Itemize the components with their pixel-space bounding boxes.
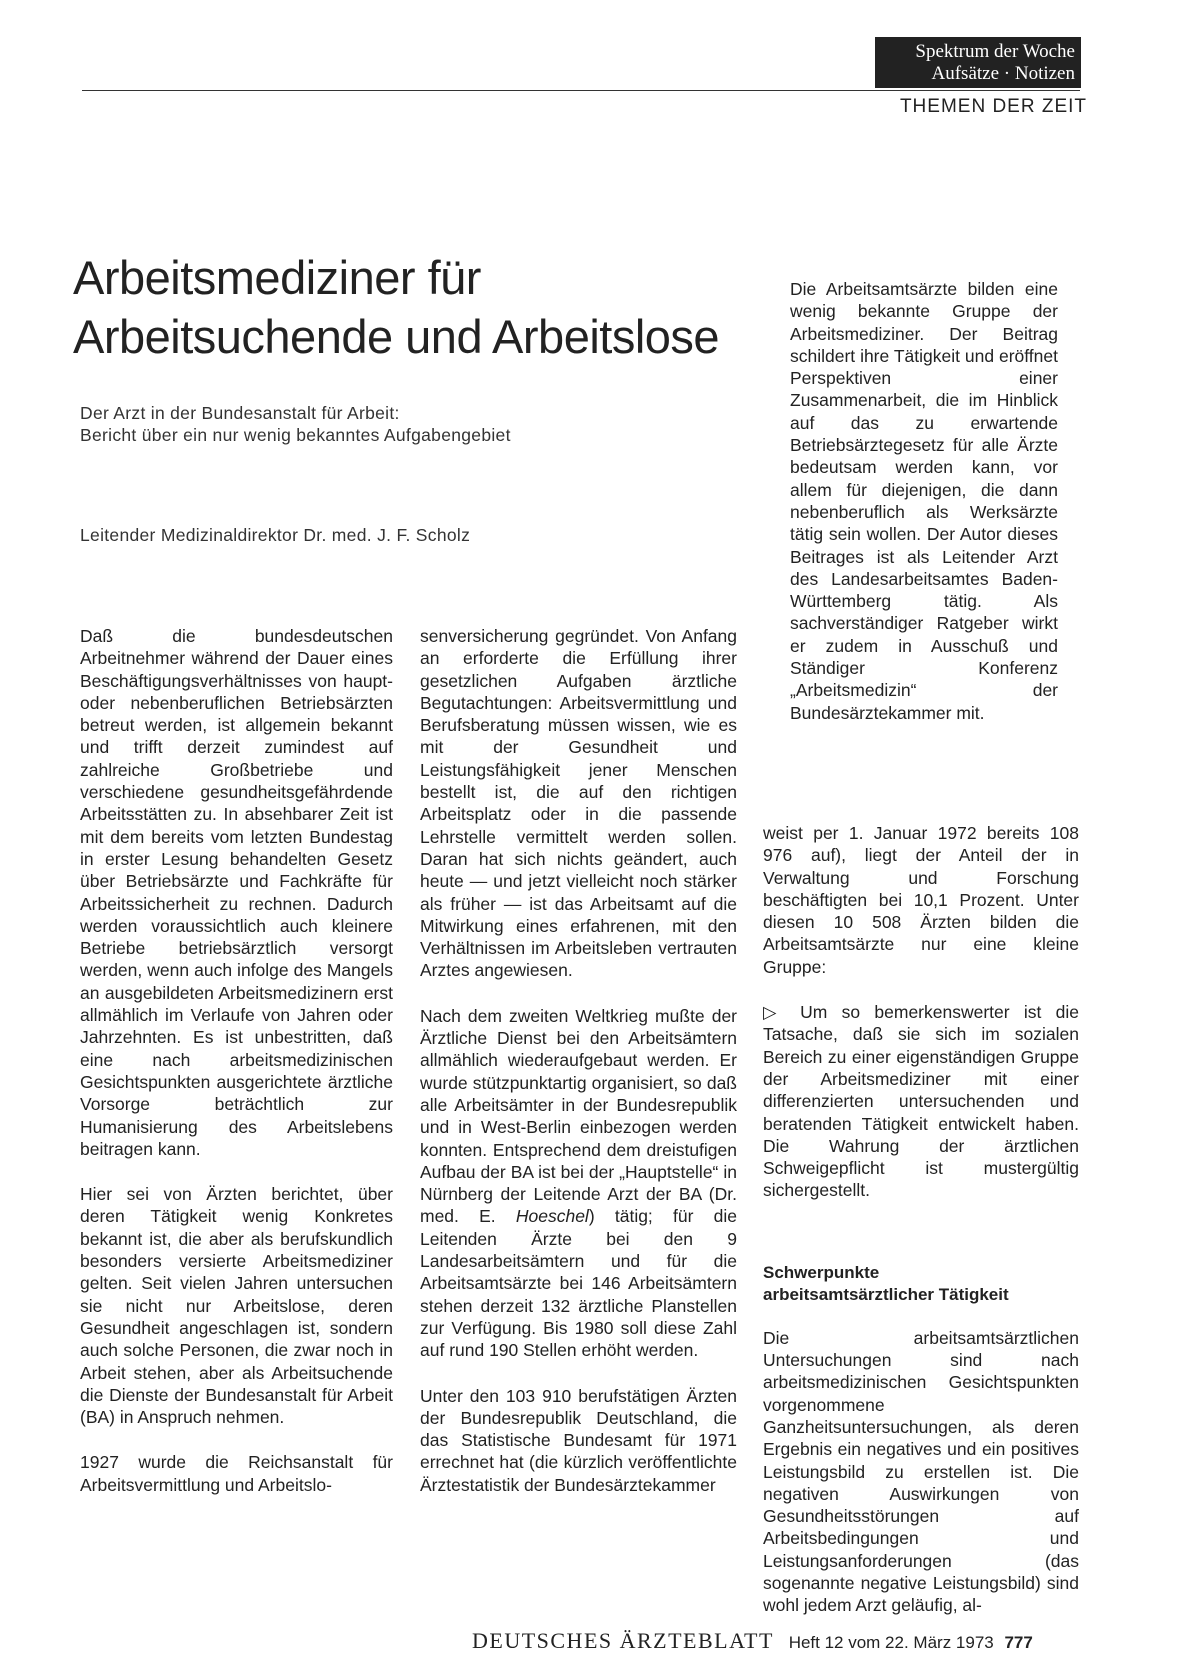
- header-rule: [82, 90, 1080, 91]
- heading-line-1: Schwerpunkte: [763, 1262, 880, 1282]
- heading-line-2: arbeitsamtsärztlicher Tätigkeit: [763, 1284, 1009, 1304]
- article-author: Leitender Medizinaldirektor Dr. med. J. F. Scholz: [80, 525, 471, 545]
- subtitle-line-2: Bericht über ein nur wenig bekanntes Aufgabengebiet: [80, 425, 511, 445]
- paragraph: senversicherung gegründet. Von Anfang an erforderte die Erfüllung ihrer gesetzlichen Aufgaben ärztliche Begutachtungen: Arbeitsvermittlung und Berufsberatung müssen wissen, wie es mit der Gesundheit und Leistungsfähigkeit jener Menschen bestellt ist, die auf den richtigen Arbeitsplatz oder in die passende Lehrstelle vermittelt werden sollen. Daran hat sich nichts geändert, auch heute — und jetzt vielleicht noch stärker als früher — ist das Arbeitsamt auf die Mitwirkung eines erfahrenen, mit den Verhältnissen im Arbeitsleben vertrauten Arztes angewiesen.: [420, 626, 737, 981]
- subtitle-line-1: Der Arzt in der Bundesanstalt für Arbeit:: [80, 403, 400, 423]
- paragraph-part: ) tätig; für die Leitenden Ärzte bei den 9 Landesarbeitsämtern und für die Arbeitsamtsärzte bei 146 Arbeitsämtern stehen derzeit 132 ärztliche Planstellen zur Verfügung. Bis 1980 soll diese Zahl auf rund 190 Stellen erhöht werden.: [420, 1206, 737, 1361]
- paragraph: 1927 wurde die Reichsanstalt für Arbeitsvermittlung und Arbeitslo-: [80, 1452, 393, 1495]
- badge-line-2: Aufsätze · Notizen: [931, 63, 1075, 84]
- text-column-3: [763, 822, 1079, 1640]
- paragraph: Die arbeitsamtsärztlichen Untersuchungen sind nach arbeitsmedizinischen Gesichtspunkten vorgenommene Ganzheitsuntersuchungen, als deren Ergebnis ein negatives und ein positives Leistungsbild zu erstellen ist. Die negativen Auswirkungen von Gesundheitsstörungen auf Arbeitsbedingungen und Leistungsanforderungen (das sogenannte negative Leistungsbild) sind wohl jedem Arzt geläufig, al-: [763, 1327, 1079, 1616]
- paragraph: Unter den 103 910 berufstätigen Ärzten der Bundesrepublik Deutschland, die das Statistische Bundesamt für 1971 errechnet hat (die kürzlich veröffentlichte Ärztestatistik der Bundesärztekammer: [420, 1385, 737, 1495]
- paragraph: Hier sei von Ärzten berichtet, über deren Tätigkeit wenig Konkretes bekannt ist, die aber als berufskundlich besonders versierte Arbeitsmediziner gelten. Seit vielen Jahren untersuchen sie nicht nur Arbeitslose, deren Gesundheit angeschlagen ist, sondern auch solche Personen, die zwar noch in Arbeit stehen, aber als Arbeitsuchende die Dienste der Bundesanstalt für Arbeit (BA) in Anspruch nehmen.: [80, 1184, 393, 1428]
- article-subtitle: [80, 402, 680, 446]
- paragraph: weist per 1. Januar 1972 bereits 108 976 auf), liegt der Anteil der in Verwaltung und Forschung beschäftigten bei 10,1 Prozent. Unter diesen 10 508 Ärzten bilden die Arbeitsamtsärzte nur eine kleine Gruppe:: [763, 823, 1079, 977]
- title-line-2: Arbeitsuchende und Arbeitslose: [73, 310, 720, 363]
- page-footer: [472, 1628, 1033, 1654]
- section-badge: [875, 37, 1081, 88]
- title-line-1: Arbeitsmediziner für: [73, 251, 481, 304]
- issue-info: Heft 12 vom 22. März 1973: [788, 1633, 994, 1652]
- text-column-2: [420, 625, 737, 1519]
- article-title: [73, 248, 753, 366]
- text-column-1: [80, 625, 393, 1519]
- abstract-text: Die Arbeitsamtsärzte bilden eine wenig bekannte Gruppe der Arbeitsmediziner. Der Beitrag schildert ihre Tätigkeit und eröffnet Perspektiven einer Zusammenarbeit, die im Hinblick auf das zu erwartende Betriebsärztegesetz für alle Ärzte bedeutsam werden kann, vor allem für diejenigen, die dann nebenberuflich als Werksärzte tätig sein wollen. Der Autor dieses Beitrages ist als Leitender Arzt des Landesarbeitsamtes Baden-Württemberg tätig. Als sachverständiger Ratgeber wirkt er zudem in Ausschuß und Ständiger Konferenz „Arbeitsmedizin“ der Bundesärztekammer mit.: [790, 279, 1058, 723]
- section-label: THEMEN DER ZEIT: [899, 96, 1087, 117]
- paragraph: Daß die bundesdeutschen Arbeitnehmer während der Dauer eines Beschäftigungsverhältnisses von haupt- oder nebenberuflichen Betriebsärzten betreut werden, ist allgemein bekannt und trifft derzeit zumindest auf zahlreiche Großbetriebe und verschiedene gesundheitsgefährdende Arbeitsstätten zu. In absehbarer Zeit ist mit dem bereits vom letzten Bundestag in erster Lesung behandelten Gesetz über Betriebsärzte und Fachkräfte für Arbeitssicherheit zu rechnen. Dadurch werden voraussichtlich auch kleinere Betriebe betriebsärztlich versorgt werden, wenn auch infolge des Mangels an ausgebildeten Arbeitsmedizinern erst allmählich im Verlaufe von Jahren oder Jahrzehnten. Es ist unbestritten, daß eine nach arbeitsmedizinischen Gesichtspunkten ausgerichtete ärztliche Vorsorge beträchtlich zur Humanisierung des Arbeitslebens beitragen kann.: [80, 626, 393, 1159]
- paragraph: [420, 1005, 737, 1362]
- paragraph-part: Nach dem zweiten Weltkrieg mußte der Ärztliche Dienst bei den Arbeitsämtern allmählich wiederaufgebaut werden. Er wurde stützpunktartig organisiert, so daß alle Arbeitsämter in der Bundesrepublik und in West-Berlin einbezogen werden konnten. Entsprechend dem dreistufigen Aufbau der BA ist bei der „Hauptstelle“ in Nürnberg der Leitende Arzt der BA (Dr. med. E.: [420, 1005, 737, 1227]
- article-abstract: [790, 278, 1058, 747]
- section-heading: [763, 1262, 1079, 1306]
- journal-name: DEUTSCHES ÄRZTEBLATT: [472, 1628, 774, 1653]
- page-number: 777: [1004, 1633, 1033, 1652]
- badge-line-1: Spektrum der Woche: [915, 41, 1075, 62]
- person-name: Hoeschel: [515, 1206, 589, 1227]
- paragraph: ▷ Um so bemerkenswerter ist die Tatsache, daß sie sich im sozialen Bereich zu einer eigenständigen Gruppe der Arbeitsmediziner mit einer differenzierten untersuchenden und beratenden Tätigkeit entwickelt haben. Die Wahrung der ärztlichen Schweigepflicht ist mustergültig sichergestellt.: [763, 1002, 1079, 1201]
